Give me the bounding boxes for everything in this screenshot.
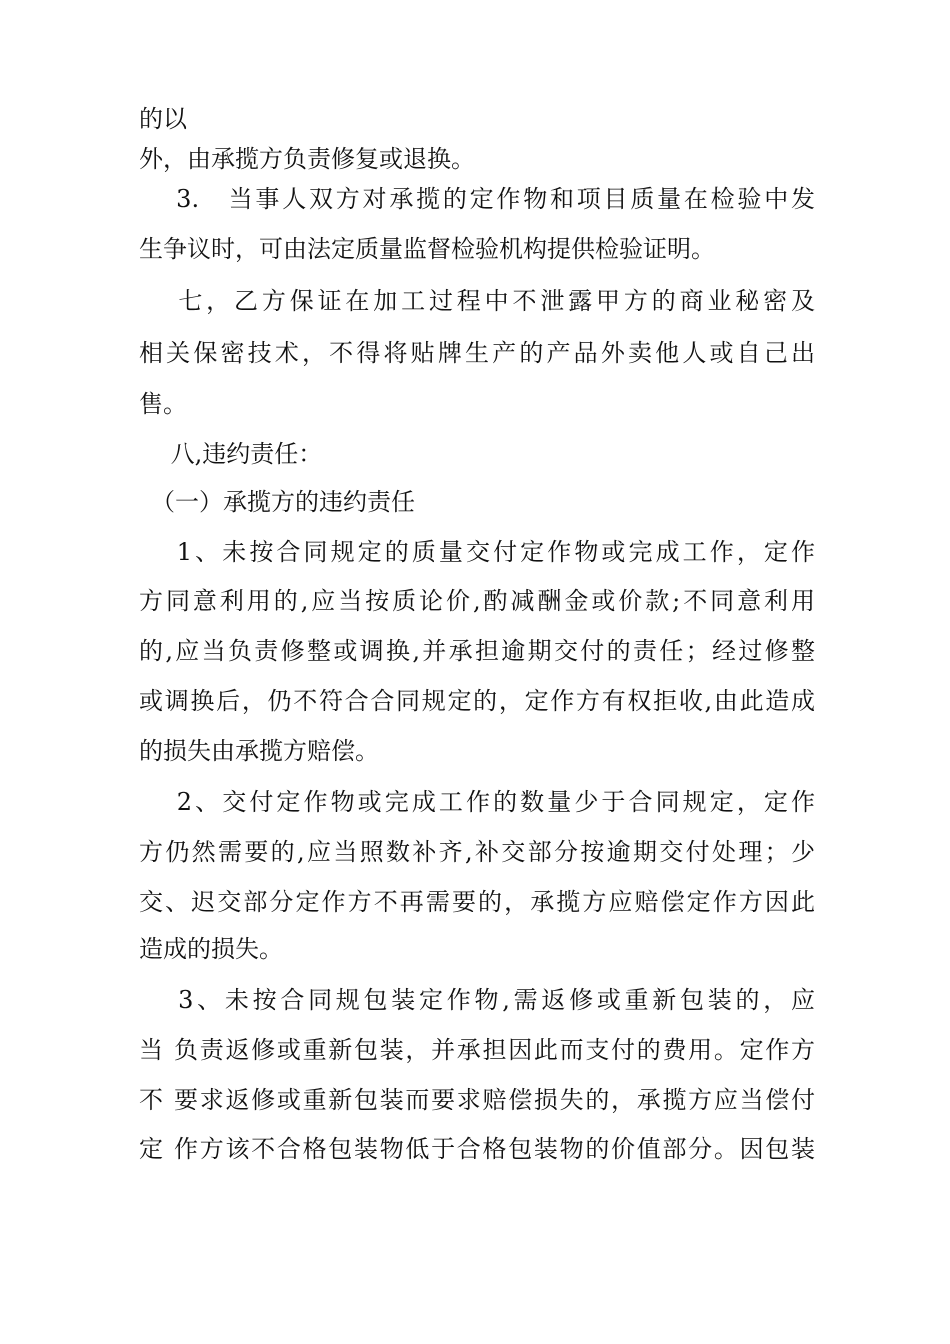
text-line: 外，由承揽方负责修复或退换。 — [139, 145, 475, 173]
text-line: 方同意利用的,应当按质论价,酌减酬金或价款;不同意利用 — [139, 587, 815, 615]
text-line: 的以 — [139, 105, 187, 133]
text-line: 的损失由承揽方赔偿。 — [139, 737, 379, 765]
text-line: 不 要求返修或重新包装而要求赔偿损失的，承揽方应当偿付 — [139, 1086, 815, 1114]
text-line: 相关保密技术，不得将贴牌生产的产品外卖他人或自己出 — [139, 339, 815, 367]
text-line: （一）承揽方的违约责任 — [139, 488, 415, 516]
text-line: 造成的损失。 — [139, 935, 283, 963]
text-line: 七，乙方保证在加工过程中不泄露甲方的商业秘密及 — [139, 287, 815, 315]
text-line: 的,应当负责修整或调换,并承担逾期交付的责任；经过修整 — [139, 637, 815, 665]
text-line: 当 负责返修或重新包装，并承担因此而支付的费用。定作方 — [139, 1036, 815, 1064]
text-line: 1、未按合同规定的质量交付定作物或完成工作，定作 — [139, 538, 815, 566]
text-line: 交、迟交部分定作方不再需要的，承揽方应赔偿定作方因此 — [139, 888, 815, 916]
text-line: 3. 当事人双方对承揽的定作物和项目质量在检验中发 — [139, 185, 815, 213]
text-line: 方仍然需要的,应当照数补齐,补交部分按逾期交付处理；少 — [139, 838, 815, 866]
text-line: 或调换后，仍不符合合同规定的，定作方有权拒收,由此造成 — [139, 687, 815, 715]
text-line: 2、交付定作物或完成工作的数量少于合同规定，定作 — [139, 788, 815, 816]
text-line: 售。 — [139, 390, 187, 418]
text-line: 八,违约责任： — [139, 440, 323, 468]
text-line: 生争议时，可由法定质量监督检验机构提供检验证明。 — [139, 235, 715, 263]
text-line: 定 作方该不合格包装物低于合格包装物的价值部分。因包装 — [139, 1135, 815, 1163]
text-line: 3、未按合同规包装定作物,需返修或重新包装的，应 — [139, 986, 815, 1014]
